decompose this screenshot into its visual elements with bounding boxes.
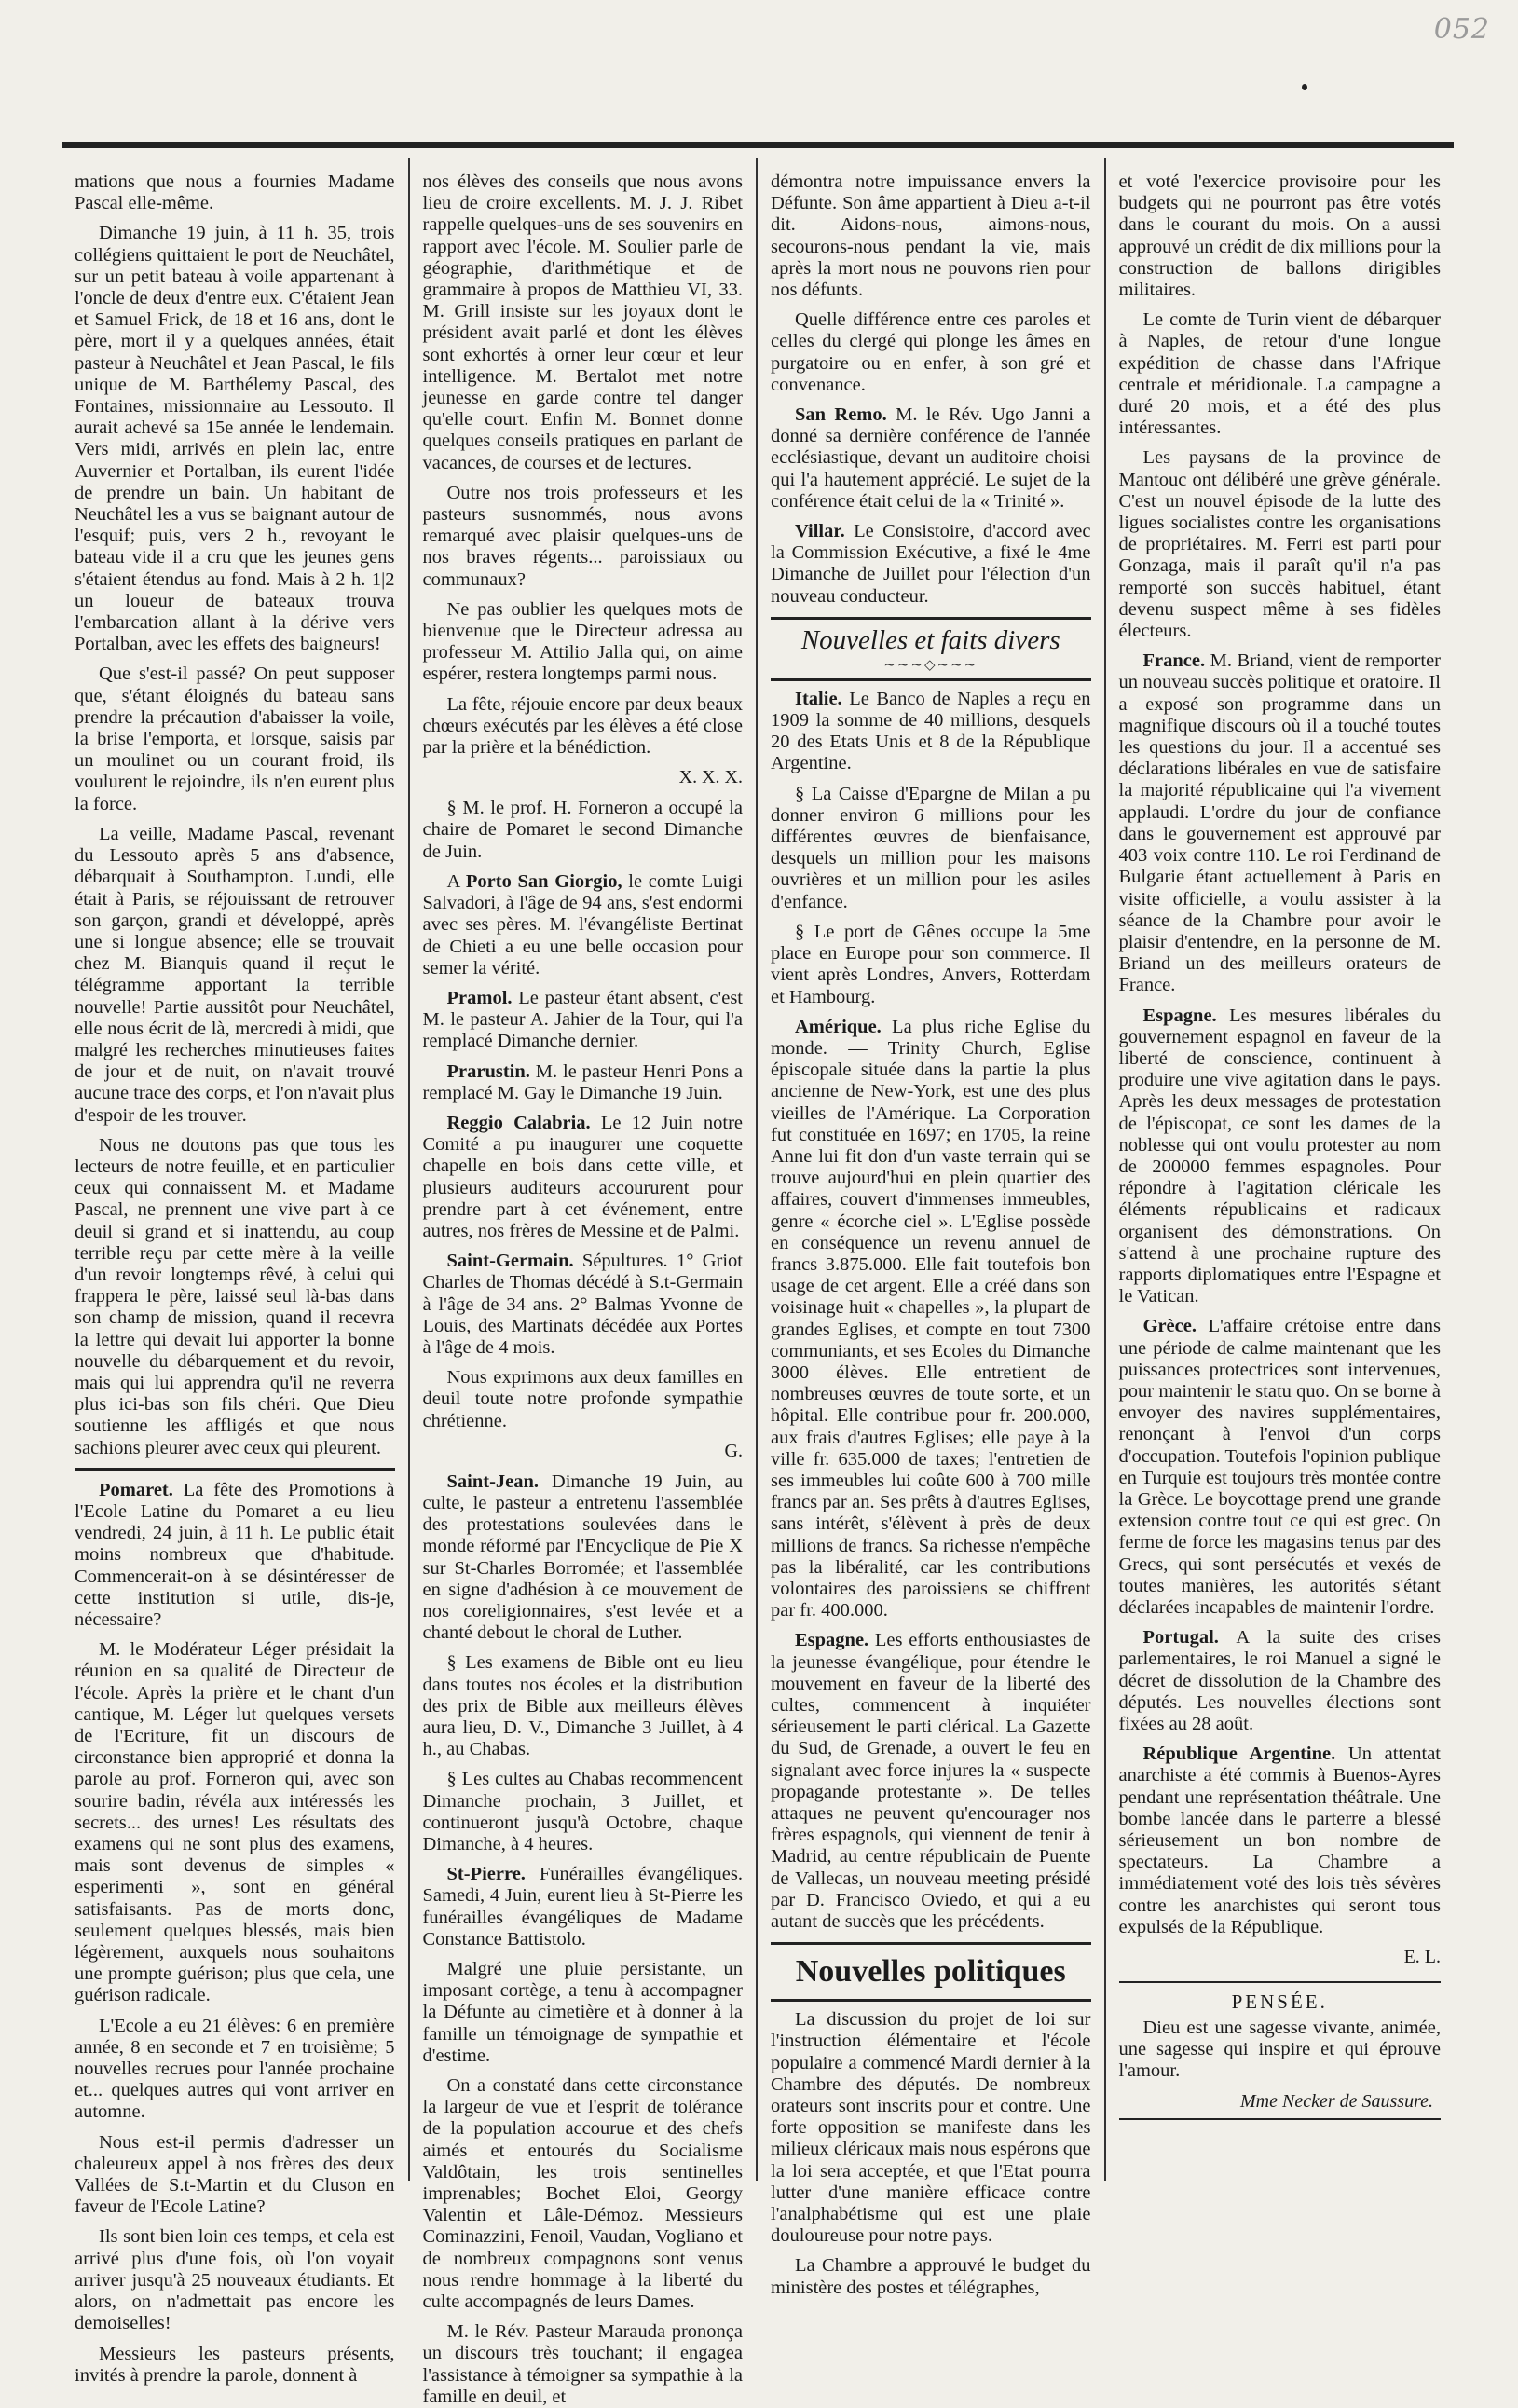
- paragraph-body: Le Banco de Naples a reçu en 1909 la somme de 40 millions, desquels 20 des Etats Unis et 8 de la République Argentine.: [771, 688, 1091, 774]
- news-item: [1119, 1316, 1442, 1619]
- section-title: Nouvelles et faits divers: [800, 624, 1060, 655]
- paragraph-body: démontra notre impuissance envers la Défunte. Son âme appartient à Dieu a-t-il dit. Aidons-nous, aimons-nous, secourons-nous pendant la vie, mais après la mort nous ne pouvons rien pour nos défunts.: [771, 171, 1091, 301]
- place-heading: République Argentine.: [1142, 1744, 1336, 1765]
- news-item: [1119, 1006, 1442, 1308]
- signature: E. L.: [1403, 1947, 1441, 1968]
- paragraph-body: Le 12 Juin notre Comité a pu inaugurer une coquette chapelle en bois dans cette ville, et plusieurs auditeurs accoururent pour prendre part à cet événement, entre autres, nos frères de Messine et de Palmi.: [422, 1112, 743, 1241]
- paragraph-body: Le Consistoire, d'accord avec la Commission Exécutive, a fixé le 4me Dimanche de Juillet pour l'élection d'un nouveau conducteur.: [771, 521, 1091, 607]
- paragraph: [75, 2344, 395, 2387]
- paragraph: [75, 664, 395, 814]
- paragraph: [423, 2075, 744, 2313]
- column-1: [62, 158, 410, 2386]
- paragraph: [1119, 447, 1442, 642]
- paragraph: [423, 1959, 744, 2067]
- paragraph-body: M. le Rév. Pasteur Marauda prononça un discours très touchant; il engagea l'assistance à témoigner sa sympathie à la famille en deuil, et: [422, 2321, 743, 2407]
- paragraph-body: L'affaire crétoise entre dans une période de calme maintenant que les puissances protectrices sont intervenues, pour maintenir le statu quo. On se borne à envoyer des navires supplémentaires, renonçant à l'envoi d'un corps d'occupation. Toutefois l'opinion publique en Turquie est toujours très montée contre la Grèce. Le boycottage prend une grande extension contre tout ce qui est grec. On ferme de force les magasins tenus par des Grecs, qui sont persécutés et vexés de toutes manières, les autorités s'étant déclarées incapables de maintenir l'ordre.: [1118, 1316, 1441, 1618]
- paragraph-body: et voté l'exercice provisoire pour les budgets qui ne pourront pas être votés dans le courant du mois. On a aussi approuvé un crédit de dix millions pour la construction de ballons dirigibles militaires.: [1118, 171, 1441, 301]
- paragraph: [75, 824, 395, 1127]
- signature: X. X. X.: [678, 767, 743, 788]
- paragraph: [771, 171, 1091, 301]
- paragraph: [1119, 171, 1442, 301]
- paragraph: [75, 2132, 395, 2219]
- column-4: [1106, 158, 1455, 2181]
- header-rule: [62, 142, 1454, 148]
- news-item: [771, 689, 1091, 775]
- paragraph: [423, 171, 744, 474]
- paragraph-body: Messieurs les pasteurs présents, invités à prendre la parole, donnent à: [75, 2343, 395, 2386]
- paragraph-body: nos élèves des conseils que nous avons lieu de croire excellents. M. J. J. Ribet rappelle quelques-uns de ses souvenirs en rapport avec l'école. M. Soulier parle de géographie, d'arithmétique et de grammaire à propos de Matthieu VI, 33. M. Grill insiste sur les joyaux dont le président avait parlé et dont les élèves sont exhortés à orner leur cœur et leur intelligence. M. Bertalot met notre jeunesse en garde contre tel danger qu'elle court. Enfin M. Bonnet donne quelques conseils pratiques en parlant de vacances, de courses et de lectures.: [422, 171, 743, 473]
- column-3: [758, 158, 1106, 2298]
- place-heading: Reggio Calabria.: [446, 1112, 591, 1133]
- paragraph: [423, 1769, 744, 1855]
- paragraph-body: Le pasteur étant absent, c'est M. le pasteur A. Jahier de la Tour, qui l'a remplacé Dimanche dernier.: [422, 987, 743, 1052]
- paragraph-body: Les mesures libérales du gouvernement espagnol en faveur de la liberté de conscience, continuent à produire une vive agitation dans le pays. Après les deux messages de protestation de l'épiscopat, ce sont les dames de la noblesse qui ont voulu protester au nom de 200000 femmes espagnoles. Pour répondre à l'agitation cléricale les éléments républicains et radicaux organisent des démonstrations. On s'attend à une prochaine rupture des rapports diplomatiques entre l'Espagne et le Vatican.: [1118, 1005, 1441, 1307]
- pensee-author: Mme Necker de Saussure.: [1240, 2090, 1433, 2112]
- paragraph: [75, 1639, 395, 2006]
- pensee-box: [1119, 1981, 1442, 2120]
- news-item: [771, 404, 1091, 513]
- place-heading: France.: [1142, 650, 1206, 672]
- place-heading: Espagne.: [795, 1630, 869, 1651]
- paragraph-body: mations que nous a fournies Madame Pascal elle-même.: [75, 171, 395, 214]
- paragraph: [75, 171, 395, 214]
- news-item: [423, 988, 744, 1053]
- paragraph-body: La plus riche Eglise du monde. — Trinity Church, Eglise épiscopale située dans la partie la plus ancienne de New-York, est une des plus vieilles de l'Amérique. La Corporation fut constituée en 1697; en 1705, la reine Anne lui fit don d'un vaste terrain qui se trouve aujourd'hui en plein quartier des affaires, couvert d'immenses immeubles, genre « écorche ciel ». L'Eglise possède en conséquence un revenu annuel de francs 3.875.000. Elle fait toutefois bon usage de cet argent. Elle a créé dans son voisinage huit « chapelles », la plupart de grandes Eglises, et compte en tout 7300 communiants, et ses Ecoles du Dimanche 3000 élèves. Elle entretient de nombreuses œuvres de toute sorte, et un hôpital. Elle contribue pour fr. 200.000, aux frais d'autres Eglises; elle paye à la ville fr. 635.000 de taxes; l'entretien de ses immeubles lui coûte 600 à 700 mille francs par an. Ses prêts à d'autres Eglises, sans intérêt, s'élèvent à près de deux millions de francs. Sa richesse n'empêche pas la libéralité, car les contributions volontaires des paroissiens se chiffrent par fr. 400.000.: [771, 1016, 1091, 1621]
- place-heading: San Remo.: [795, 404, 887, 426]
- place-heading: Porto San Giorgio,: [465, 870, 622, 892]
- paragraph-body: Sépultures. 1° Griot Charles de Thomas décédé à S.t-Germain à l'âge de 34 ans. 2° Balmas Yvonne de Louis, des Martinats décédée aux Portes à l'âge de 4 mois.: [422, 1251, 743, 1358]
- place-heading: Saint-Jean.: [446, 1471, 540, 1492]
- paragraph-body: Les efforts enthousiastes de la jeunesse évangélique, pour étendre le mouvement en faveur de la liberté des cultes, commencent à inquiéter sérieusement le parti clérical. La Gazette du Sud, de Grenade, a ouvert le feu en signalant avec force injures la « suspecte propagande protestante ». De telles attaques ne peuvent qu'encourager nos frères espagnols, qui viennent de tenir à Madrid, au centre républicain de Puente de Vallecas, un nouveau meeting présidé par D. Francisco Oviedo, et qui a eu autant de succès que les précédents.: [771, 1630, 1091, 1933]
- pensee-quote: Dieu est une sagesse vivante, animée, une sagesse qui inspire et qui éprouve l'amour.: [1118, 2018, 1441, 2082]
- place-heading: Portugal.: [1142, 1627, 1219, 1649]
- paragraph-body: Que s'est-il passé? On peut supposer que, s'étant éloignés du bateau sans prendre la précaution d'abaisser la voile, la brise l'emporta, et lorsque, saisis par un moulinet ou un courant froid, ils voulurent le rejoindre, ils n'en eurent plus la force.: [75, 664, 395, 814]
- paragraph: [771, 2255, 1091, 2298]
- paragraph: [75, 2016, 395, 2124]
- news-item: [771, 521, 1091, 608]
- paragraph-body: La Chambre a approuvé le budget du ministère des postes et télégraphes,: [771, 2255, 1091, 2298]
- paragraph-body: Dimanche 19 juin, à 11 h. 35, trois collégiens quittaient le port de Neuchâtel, sur un petit bateau à voile appartenant à l'oncle de deux d'entre eux. C'étaient Jean et Samuel Frick, de 18 et 16 ans, dont le père, mort il y a quelques années, était pasteur à Neuchâtel et Jean Pascal, le fils unique de M. Barthélemy Pascal, des Fontaines, missionnaire au Lessouto. Il aurait achevé sa 15e année le lendemain. Vers midi, arrivés en plein lac, entre Auvernier et Portalban, ils eurent l'idée de prendre un bain. Un habitant de Neuchâtel les a vus se baignant autour de l'esquif; puis, vers 2 h., revoyant le bateau vide il a cru que les jeunes gens s'étaient étendus au fond. Mais à 2 h. 1|2 un loueur de bateaux trouva l'embarcation allant à la dérive vers Portalban, avec les effets des baigneurs!: [75, 223, 395, 655]
- paragraph-body: Les paysans de la province de Mantouc ont délibéré une grève générale. C'est un nouvel épisode de la lutte des ligues socialistes contre les organisations de propriétaires. M. Ferri est parti pour Gonzaga, mais il paraît qu'il n'a pas remporté son succès habituel, étant devenu suspect même à ses fidèles électeurs.: [1118, 447, 1441, 642]
- paragraph: [1119, 309, 1442, 439]
- paragraph: [771, 309, 1091, 396]
- paragraph-body: Nous est-il permis d'adresser un chaleureux appel à nos frères des deux Vallées de S.t-Martin et du Cluson en faveur de l'Ecole Latine?: [75, 2131, 395, 2218]
- pensee-title: PENSÉE.: [1231, 1991, 1328, 2014]
- paragraph-body: le comte Luigi Salvadori, à l'âge de 94 ans, s'est endormi avec ses pères. M. l'évangéliste Bertinat de Chieti a eu une belle occasion pour semer la vérité.: [422, 870, 743, 978]
- paragraph-body: La fête des Promotions à l'Ecole Latine du Pomaret a eu lieu vendredi, 24 juin, à 11 h. Le public était moins nombreux que d'habitude. Commencerait-on à se désintéresser de cette institution si utile, dis-je, nécessaire?: [75, 1479, 395, 1630]
- news-item: [423, 1113, 744, 1242]
- article-columns: [62, 158, 1454, 2407]
- news-item: [771, 1017, 1091, 1622]
- paragraph-body: M. Briand, vient de remporter un nouveau succès politique et oratoire. Il a exposé son programme dans un magnifique discours où il a touché toutes les questions du jour. Il a accentué ses déclarations libérales en vue de satisfaire la majorité républicaine qui l'a vivement applaudi. L'ordre du jour de confiance dans le gouvernement est approuvé par 403 voix contre 110. Le roi Ferdinand de Bulgarie étant actuellement à Paris en visite officielle, a voulu assister à la séance de la Chambre pour avoir le plaisir d'entendre, en la personne de M. Briand un des meilleurs orateurs de France.: [1118, 650, 1441, 996]
- paragraph-body: Quelle différence entre ces paroles et celles du clergé qui plonge les âmes en purgatoire ou en enfer, à son gré et convenance.: [771, 309, 1091, 395]
- paragraph-body: § Le port de Gênes occupe la 5me place en Europe pour son commerce. Il vient après Londres, Anvers, Rotterdam et Hambourg.: [771, 921, 1091, 1007]
- paragraph-body: § La Caisse d'Epargne de Milan a pu donner environ 6 millions pour les différentes œuvres de bienfaisance, desquels un million pour les maisons ouvrières et un million pour les asiles d'enfance.: [771, 783, 1091, 912]
- paragraph-lead: A: [446, 870, 466, 892]
- section-header-politiques: [771, 1942, 1091, 2002]
- place-heading: Italie.: [795, 688, 842, 709]
- paragraph-body: Malgré une pluie persistante, un imposant cortège, a tenu à accompagner la Défunte au cimetière et à donner à la famille un témoignage de sympathie et d'estime.: [422, 1959, 743, 2066]
- paragraph-body: La veille, Madame Pascal, revenant du Lessouto après 5 ans d'absence, débarquait à Southampton. Lundi, elle était à Paris, se réjouissant de retrouver son garçon, grandi et développé, après une si longue absence; elle se trouvait chez M. Bianquis quand il reçut le télégramme apportant la terrible nouvelle! Partie aussitôt pour Neuchâtel, elle nous écrit de là, mercredi à midi, que malgré les recherches minutieuses faites de jour et de nuit, on n'avait trouvé aucune trace des corps, et l'on n'avait plus d'espoir de les trouver.: [75, 823, 395, 1126]
- paragraph: [75, 1135, 395, 1459]
- ink-dot: [1302, 84, 1307, 90]
- signature: G.: [724, 1440, 743, 1461]
- paragraph: [75, 223, 395, 655]
- paragraph-body: M. le pasteur Henri Pons a remplacé M. Gay le Dimanche 19 Juin.: [422, 1060, 743, 1103]
- paragraph-body: Funérailles évangéliques. Samedi, 4 Juin, eurent lieu à St-Pierre les funérailles évangéliques de Madame Constance Battistolo.: [422, 1864, 743, 1950]
- news-item: [75, 1480, 395, 1631]
- section-ornament: ~~~◇~~~: [883, 655, 978, 673]
- paragraph: [423, 599, 744, 686]
- place-heading: Saint-Germain.: [446, 1251, 574, 1272]
- section-divider: [75, 1468, 395, 1471]
- paragraph-body: Nous ne doutons pas que tous les lecteurs de notre feuille, et en particulier ceux qui connaissent M. et Madame Pascal, ne prennent une vive part à ce deuil si grand et si inattendu, au coup terrible reçu par cette mère à la veille d'un revoir longtemps rêvé, à celui qui frappera le père, laissé seul là-bas dans son champ de mission, quand il recevra la lettre qui devait lui apporter la bonne nouvelle du débarquement et du revoir, mais qui lui apprendra qu'il ne reverra plus ici-bas son fils chéri. Que Dieu soutienne les affligés et que nous sachions pleurer avec ceux qui pleurent.: [75, 1134, 395, 1458]
- place-heading: Espagne.: [1142, 1005, 1217, 1026]
- paragraph-body: Outre nos trois professeurs et les pasteurs susnommés, nous avons remarqué avec plaisir quelques-uns de nos braves régents... paroissiaux ou communaux?: [422, 482, 743, 590]
- paragraph-body: § Les cultes au Chabas recommencent Dimanche prochain, 3 Juillet, et continueront jusqu'à Octobre, chaque Dimanche, à 4 heures.: [422, 1769, 743, 1855]
- paragraph: [75, 2226, 395, 2334]
- paragraph-body: On a constaté dans cette circonstance la largeur de vue et l'esprit de tolérance de la population accourue et des chefs aimés et entourés du Socialisme Valdôtain, les trois sentinelles imprenables; Bochet Eloi, Georgy Valentin et Lâle-Démoz. Messieurs Cominazzini, Fenoil, Vaudan, Vogliano et de nombreux compagnons sont venus nous rendre hommage à la liberté du culte accompagnés de leurs Dames.: [422, 2075, 743, 2313]
- place-heading: Amérique.: [795, 1016, 882, 1037]
- news-item: [423, 1471, 744, 1645]
- place-heading: St-Pierre.: [446, 1864, 526, 1885]
- news-item: [771, 1630, 1091, 1933]
- paragraph-body: § Les examens de Bible ont eu lieu dans toutes nos écoles et la distribution des prix de Bible aux meilleurs élèves aura lieu, D. V., Dimanche 3 Juillet, à 4 h., au Chabas.: [422, 1652, 743, 1760]
- paragraph: [423, 798, 744, 863]
- section-title: Nouvelles politiques: [795, 1954, 1066, 1990]
- paragraph-body: A la suite des crises parlementaires, le roi Manuel a signé le décret de dissolution de la Chambre des députés. Les nouvelles élections sont fixées au 28 août.: [1118, 1627, 1441, 1735]
- paragraph-body: Un attentat anarchiste a été commis à Buenos-Ayres pendant une représentation théâtrale. Une bombe lancée dans le parterre a blessé sérieusement un bon nombre de spectateurs. La Chambre a immédiatement voté des lois très sévères contre les anarchistes qui seront tous expulsés de la République.: [1118, 1744, 1441, 1937]
- column-2: [410, 158, 759, 2407]
- section-header-faits-divers: [771, 617, 1091, 681]
- paragraph-body: Dimanche 19 Juin, au culte, le pasteur a entretenu l'assemblée des protestations soulevées dans le monde réformé par l'Encyclique de Pie X sur St-Charles Borromée; et l'assemblée en signe d'adhésion à ce mouvement de nos coreligionnaires, s'est levée et a chanté debout le choral de Luther.: [422, 1471, 743, 1644]
- place-heading: Pomaret.: [99, 1479, 173, 1500]
- news-item: [1119, 1627, 1442, 1735]
- paragraph-body: M. le Modérateur Léger présidait la réunion en sa qualité de Directeur de l'école. Après la prière et le chant d'un cantique, M. Léger lut quelques versets de l'Ecriture, fit un discours de circonstance bien approprié et donna la parole au prof. Forneron qui, avec son sourire badin, révéla aux intéressés les secrets... des urnes! Les résultats des examens qui ne sont plus des examens, mais sont devenus de simples « esperimenti », sont en général satisfaisants. Pas de morts donc, seulement quelques blessés, mais bien légèrement, auxquels nous souhaitons une prompte guérison; plus que cela, une guérison radicale.: [75, 1639, 395, 2006]
- paragraph-body: Ne pas oublier les quelques mots de bienvenue que le Directeur adressa au professeur M. Attilio Jalla qui, on aime espérer, restera longtemps parmi nous.: [422, 598, 743, 685]
- place-heading: Grèce.: [1142, 1316, 1197, 1337]
- news-item: [423, 1251, 744, 1359]
- paragraph-body: Le comte de Turin vient de débarquer à Naples, de retour d'une longue expédition de chasse dans l'Afrique centrale et méridionale. La campagne a duré 20 mois, et a été des plus intéressantes.: [1118, 309, 1441, 439]
- paragraph: [423, 1367, 744, 1432]
- archive-number: 052: [1433, 13, 1490, 46]
- paragraph-body: La fête, réjouie encore par deux beaux chœurs exécutés par les élèves a été close par la prière et la bénédiction.: [422, 693, 743, 759]
- place-heading: Pramol.: [446, 987, 513, 1008]
- paragraph-body: Ils sont bien loin ces temps, et cela est arrivé plus d'une fois, où l'on voyait arriver jusqu'à 25 nouveaux étudiants. Et alors, on n'admettait pas encore les demoiselles!: [75, 2226, 395, 2334]
- paragraph-body: La discussion du projet de loi sur l'instruction élémentaire et l'école populaire a commencé Mardi dernier à la Chambre des députés. De nombreux orateurs sont inscrits pour et contre. Une forte opposition se manifeste dans les milieux cléricaux mais nous espérons que la loi sera acceptée, et que l'Etat pourra lutter d'une manière efficace contre l'analphabétisme qui est une plaie douloureuse pour notre pays.: [771, 2009, 1091, 2247]
- paragraph: [423, 694, 744, 759]
- paragraph: [423, 2321, 744, 2408]
- paragraph: [423, 483, 744, 591]
- news-item: [423, 1864, 744, 1950]
- news-item: [423, 871, 744, 979]
- paragraph-body: L'Ecole a eu 21 élèves: 6 en première année, 8 en seconde et 7 en troisième; 5 nouvelles recrues pour l'année prochaine et... quelques autres qui vont arriver en automne.: [75, 2015, 395, 2123]
- paragraph-body: § M. le prof. H. Forneron a occupé la chaire de Pomaret le second Dimanche de Juin.: [422, 798, 743, 862]
- news-item: [1119, 650, 1442, 996]
- news-item: [1119, 1744, 1442, 1938]
- paragraph: [771, 2009, 1091, 2247]
- place-heading: Prarustin.: [446, 1060, 530, 1082]
- paragraph: [771, 922, 1091, 1008]
- paragraph: [423, 1652, 744, 1760]
- place-heading: Villar.: [795, 521, 845, 542]
- paragraph: [771, 784, 1091, 913]
- paragraph-body: Nous exprimons aux deux familles en deuil toute notre profonde sympathie chrétienne.: [422, 1367, 743, 1431]
- paragraph-body: M. le Rév. Ugo Janni a donné sa dernière conférence de l'année ecclésiastique, devant un auditoire choisi qui l'a hautement apprécié. Le sujet de la conférence était celui de la « Trinité ».: [771, 404, 1091, 512]
- news-item: [423, 1061, 744, 1104]
